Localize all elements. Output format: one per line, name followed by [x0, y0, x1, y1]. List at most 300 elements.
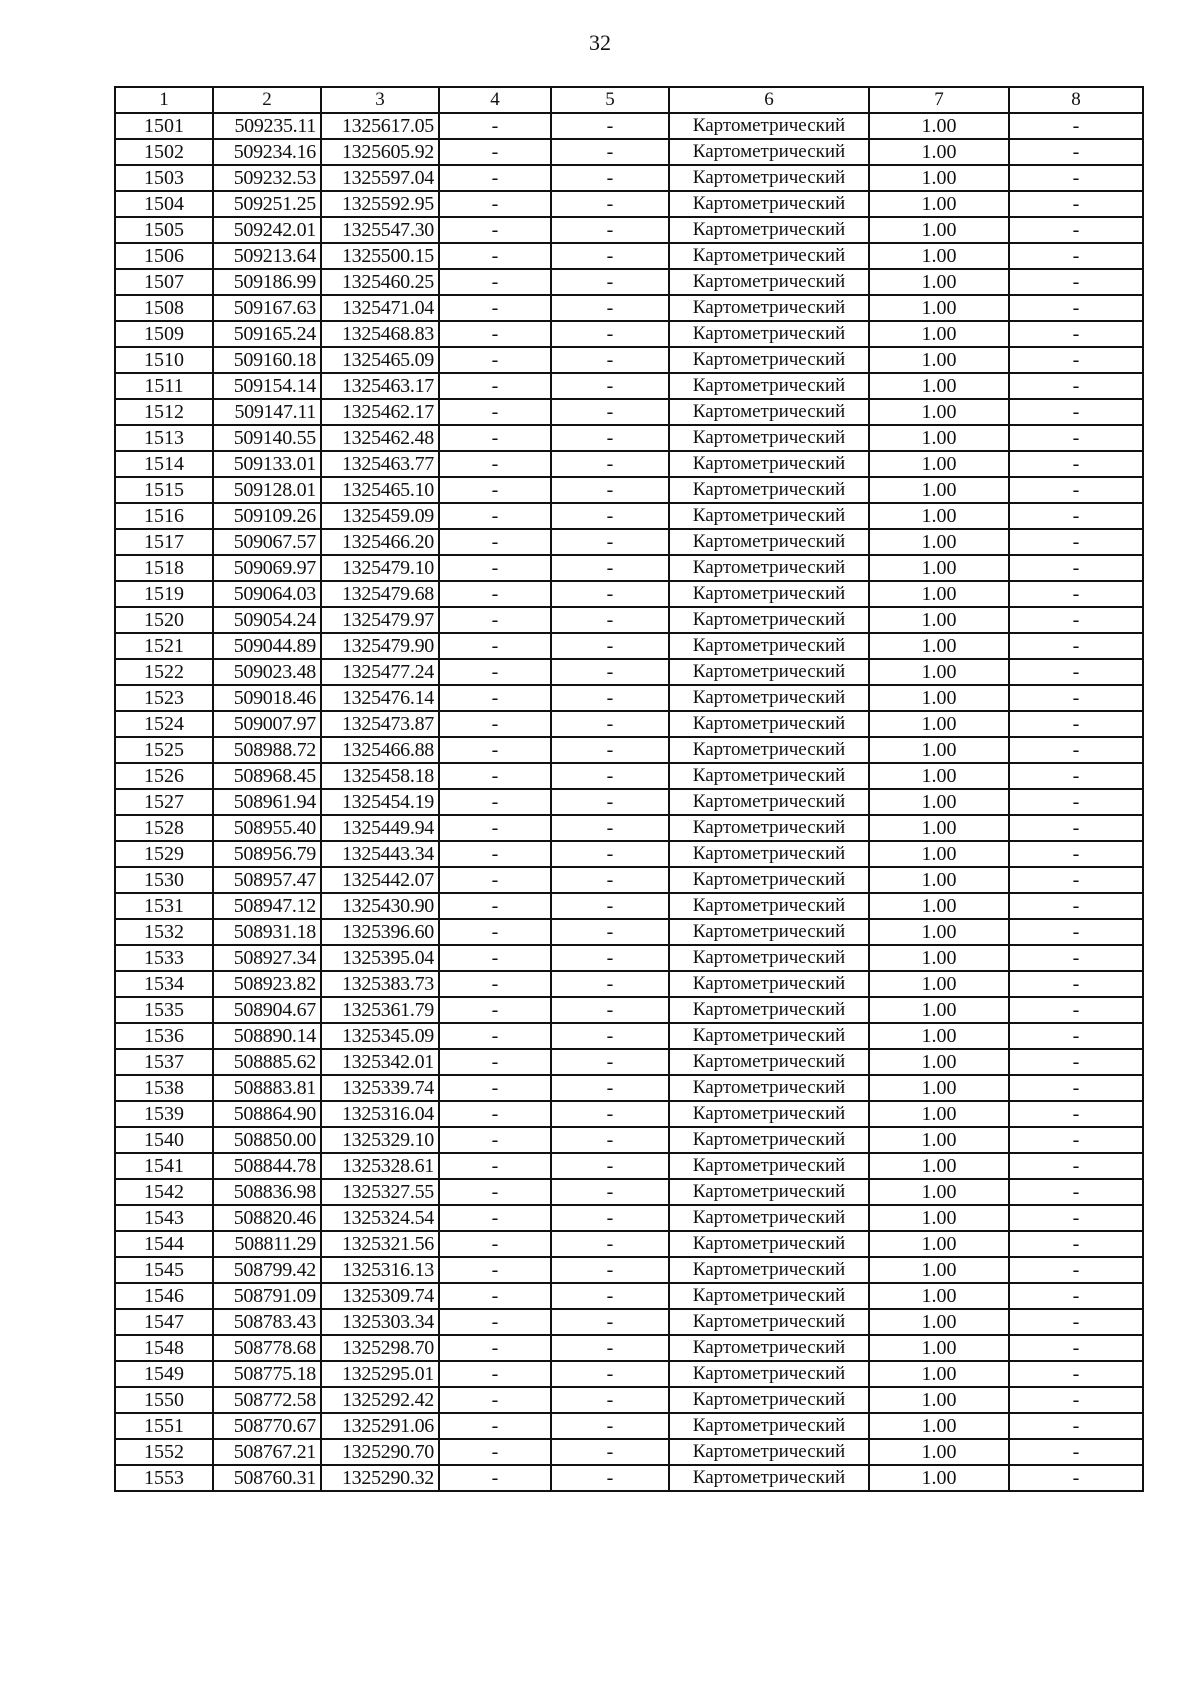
table-cell: - [551, 971, 669, 997]
table-cell: 1.00 [869, 633, 1009, 659]
table-cell: - [551, 555, 669, 581]
table-row [115, 1153, 1143, 1179]
table-cell: - [439, 1205, 551, 1231]
table-cell: 1.00 [869, 1439, 1009, 1465]
table-cell: Картометрический [669, 477, 869, 503]
table-cell: 1.00 [869, 373, 1009, 399]
table-cell: 508844.78 [213, 1153, 321, 1179]
table-cell: 1325361.79 [321, 997, 439, 1023]
table-cell: 1.00 [869, 737, 1009, 763]
table-body [115, 113, 1143, 1491]
table-cell: 1325463.17 [321, 373, 439, 399]
table-row [115, 1179, 1143, 1205]
table-cell: 1.00 [869, 711, 1009, 737]
table-cell: 1509 [115, 321, 213, 347]
table-cell: - [551, 815, 669, 841]
table-cell: - [551, 1231, 669, 1257]
table-cell: 1325328.61 [321, 1153, 439, 1179]
table-cell: 1325342.01 [321, 1049, 439, 1075]
table-cell: 1325605.92 [321, 139, 439, 165]
table-cell: - [1009, 1335, 1143, 1361]
table-cell: 1.00 [869, 997, 1009, 1023]
table-cell: - [551, 581, 669, 607]
table-cell: - [551, 1179, 669, 1205]
table-cell: - [439, 685, 551, 711]
table-cell: - [439, 607, 551, 633]
table-cell: 509018.46 [213, 685, 321, 711]
table-cell: Картометрический [669, 113, 869, 139]
table-row [115, 893, 1143, 919]
table-cell: Картометрический [669, 529, 869, 555]
table-cell: - [1009, 1257, 1143, 1283]
table-row [115, 503, 1143, 529]
column-header: 5 [551, 87, 669, 113]
table-cell: - [439, 1361, 551, 1387]
table-cell: 1.00 [869, 347, 1009, 373]
table-cell: Картометрический [669, 503, 869, 529]
table-cell: - [439, 1309, 551, 1335]
table-cell: - [1009, 1465, 1143, 1491]
table-cell: - [439, 165, 551, 191]
table-cell: - [1009, 1231, 1143, 1257]
table-cell: 1325290.32 [321, 1465, 439, 1491]
table-cell: 1325462.48 [321, 425, 439, 451]
table-cell: 508890.14 [213, 1023, 321, 1049]
table-cell: 1531 [115, 893, 213, 919]
table-cell: - [439, 191, 551, 217]
table-cell: - [551, 217, 669, 243]
table-cell: Картометрический [669, 997, 869, 1023]
table-cell: - [439, 321, 551, 347]
table-cell: - [1009, 191, 1143, 217]
table-cell: 1.00 [869, 763, 1009, 789]
table-cell: Картометрический [669, 373, 869, 399]
table-row [115, 373, 1143, 399]
table-cell: - [439, 1439, 551, 1465]
table-row [115, 1205, 1143, 1231]
table-cell: 1.00 [869, 867, 1009, 893]
table-cell: 508767.21 [213, 1439, 321, 1465]
table-cell: 1325316.04 [321, 1101, 439, 1127]
table-cell: Картометрический [669, 347, 869, 373]
table-cell: - [551, 1127, 669, 1153]
table-cell: 1.00 [869, 1205, 1009, 1231]
table-cell: Картометрический [669, 295, 869, 321]
table-cell: 508904.67 [213, 997, 321, 1023]
table-cell: 1325442.07 [321, 867, 439, 893]
table-cell: - [551, 269, 669, 295]
table-cell: - [439, 269, 551, 295]
table-cell: 1325617.05 [321, 113, 439, 139]
table-cell: 509167.63 [213, 295, 321, 321]
table-cell: - [439, 1127, 551, 1153]
table-cell: - [439, 1075, 551, 1101]
table-cell: 1505 [115, 217, 213, 243]
table-cell: Картометрический [669, 1075, 869, 1101]
table-cell: 1325395.04 [321, 945, 439, 971]
table-cell: Картометрический [669, 1387, 869, 1413]
table-cell: 1325465.09 [321, 347, 439, 373]
table-cell: 1325468.83 [321, 321, 439, 347]
table-cell: - [551, 321, 669, 347]
table-cell: 1538 [115, 1075, 213, 1101]
table-cell: 509064.03 [213, 581, 321, 607]
table-row [115, 1335, 1143, 1361]
table-row [115, 1465, 1143, 1491]
table-cell: - [1009, 711, 1143, 737]
table-cell: - [551, 607, 669, 633]
table-cell: 1501 [115, 113, 213, 139]
table-cell: Картометрический [669, 971, 869, 997]
table-cell: - [1009, 971, 1143, 997]
table-cell: - [1009, 919, 1143, 945]
table-cell: 1512 [115, 399, 213, 425]
column-header: 1 [115, 87, 213, 113]
table-cell: Картометрический [669, 1413, 869, 1439]
table-cell: 1325463.77 [321, 451, 439, 477]
table-cell: 1.00 [869, 945, 1009, 971]
table-cell: - [1009, 1023, 1143, 1049]
table-row [115, 919, 1143, 945]
table-cell: 1325597.04 [321, 165, 439, 191]
table-cell: 508955.40 [213, 815, 321, 841]
table-row [115, 763, 1143, 789]
table-cell: - [1009, 139, 1143, 165]
table-cell: Картометрический [669, 789, 869, 815]
table-row [115, 737, 1143, 763]
table-row [115, 997, 1143, 1023]
table-cell: 508783.43 [213, 1309, 321, 1335]
table-cell: - [551, 633, 669, 659]
table-cell: 508988.72 [213, 737, 321, 763]
table-cell: 1502 [115, 139, 213, 165]
table-cell: Картометрический [669, 1257, 869, 1283]
table-cell: Картометрический [669, 139, 869, 165]
table-cell: 1325466.20 [321, 529, 439, 555]
table-cell: - [551, 451, 669, 477]
table-cell: - [551, 1413, 669, 1439]
table-cell: 1.00 [869, 425, 1009, 451]
table-row [115, 1049, 1143, 1075]
table-cell: 1504 [115, 191, 213, 217]
table-cell: - [439, 347, 551, 373]
table-cell: Картометрический [669, 269, 869, 295]
table-cell: 509128.01 [213, 477, 321, 503]
table-cell: - [551, 945, 669, 971]
table-cell: Картометрический [669, 607, 869, 633]
table-cell: - [1009, 113, 1143, 139]
table-cell: - [1009, 763, 1143, 789]
table-cell: Картометрический [669, 945, 869, 971]
table-cell: - [551, 1075, 669, 1101]
table-cell: 508772.58 [213, 1387, 321, 1413]
table-cell: 1.00 [869, 399, 1009, 425]
table-cell: - [551, 789, 669, 815]
table-cell: - [439, 841, 551, 867]
column-header: 8 [1009, 87, 1143, 113]
header-row [115, 87, 1143, 113]
table-row [115, 815, 1143, 841]
table-cell: 509232.53 [213, 165, 321, 191]
table-cell: 1325329.10 [321, 1127, 439, 1153]
table-cell: 1325471.04 [321, 295, 439, 321]
table-cell: 509007.97 [213, 711, 321, 737]
table-row [115, 659, 1143, 685]
table-cell: 1325465.10 [321, 477, 439, 503]
table-cell: 1510 [115, 347, 213, 373]
table-cell: - [1009, 685, 1143, 711]
table-cell: - [1009, 243, 1143, 269]
table-cell: 1549 [115, 1361, 213, 1387]
table-cell: - [439, 945, 551, 971]
column-header: 2 [213, 87, 321, 113]
table-cell: - [1009, 945, 1143, 971]
table-row [115, 425, 1143, 451]
table-cell: - [1009, 1127, 1143, 1153]
table-cell: 1511 [115, 373, 213, 399]
table-cell: 1.00 [869, 555, 1009, 581]
table-cell: Картометрический [669, 425, 869, 451]
table-cell: Картометрический [669, 555, 869, 581]
table-row [115, 113, 1143, 139]
table-cell: 1519 [115, 581, 213, 607]
table-cell: 1.00 [869, 1231, 1009, 1257]
table-cell: 1325449.94 [321, 815, 439, 841]
table-cell: - [439, 373, 551, 399]
table-cell: - [1009, 1283, 1143, 1309]
table-cell: 1535 [115, 997, 213, 1023]
table-cell: - [1009, 789, 1143, 815]
table-cell: 1.00 [869, 919, 1009, 945]
table-cell: 1.00 [869, 477, 1009, 503]
table-cell: 1.00 [869, 1101, 1009, 1127]
table-cell: - [1009, 1179, 1143, 1205]
table-cell: 1521 [115, 633, 213, 659]
table-cell: 509023.48 [213, 659, 321, 685]
table-cell: - [1009, 1361, 1143, 1387]
table-cell: - [1009, 347, 1143, 373]
table-cell: - [439, 763, 551, 789]
table-cell: Картометрический [669, 737, 869, 763]
column-header: 4 [439, 87, 551, 113]
table-cell: - [439, 113, 551, 139]
table-cell: 1.00 [869, 1465, 1009, 1491]
table-cell: 509213.64 [213, 243, 321, 269]
table-cell: - [1009, 841, 1143, 867]
table-cell: Картометрический [669, 1309, 869, 1335]
table-cell: 1325303.34 [321, 1309, 439, 1335]
table-cell: 1.00 [869, 815, 1009, 841]
table-cell: - [551, 165, 669, 191]
table-cell: 1542 [115, 1179, 213, 1205]
table-cell: 1.00 [869, 1127, 1009, 1153]
table-cell: 1543 [115, 1205, 213, 1231]
table-cell: 509160.18 [213, 347, 321, 373]
table-cell: 508811.29 [213, 1231, 321, 1257]
table-cell: - [439, 737, 551, 763]
table-cell: Картометрический [669, 1179, 869, 1205]
table-cell: 1.00 [869, 1179, 1009, 1205]
table-cell: Картометрический [669, 633, 869, 659]
table-cell: - [551, 243, 669, 269]
table-cell: - [1009, 1101, 1143, 1127]
table-cell: - [1009, 269, 1143, 295]
table-cell: 509133.01 [213, 451, 321, 477]
table-cell: Картометрический [669, 1361, 869, 1387]
table-cell: - [1009, 659, 1143, 685]
table-cell: - [551, 1049, 669, 1075]
table-cell: Картометрический [669, 893, 869, 919]
table-cell: 1517 [115, 529, 213, 555]
table-row [115, 269, 1143, 295]
table-cell: Картометрический [669, 1101, 869, 1127]
table-cell: 508947.12 [213, 893, 321, 919]
table-cell: - [439, 451, 551, 477]
table-cell: 508885.62 [213, 1049, 321, 1075]
table-cell: 1.00 [869, 269, 1009, 295]
table-cell: 1325462.17 [321, 399, 439, 425]
table-row [115, 555, 1143, 581]
table-cell: 1325292.42 [321, 1387, 439, 1413]
table-row [115, 347, 1143, 373]
table-cell: - [439, 1231, 551, 1257]
table-cell: Картометрический [669, 1283, 869, 1309]
table-row [115, 217, 1143, 243]
table-cell: 1.00 [869, 321, 1009, 347]
table-cell: - [1009, 217, 1143, 243]
table-cell: - [1009, 503, 1143, 529]
column-header: 3 [321, 87, 439, 113]
table-cell: 1325309.74 [321, 1283, 439, 1309]
table-cell: - [551, 841, 669, 867]
table-cell: - [439, 971, 551, 997]
table-cell: - [439, 295, 551, 321]
table-cell: 508799.42 [213, 1257, 321, 1283]
table-cell: 509054.24 [213, 607, 321, 633]
table-cell: 1325295.01 [321, 1361, 439, 1387]
table-cell: 508775.18 [213, 1361, 321, 1387]
table-cell: - [551, 711, 669, 737]
table-cell: 1325479.10 [321, 555, 439, 581]
table-cell: - [551, 1023, 669, 1049]
table-row [115, 1127, 1143, 1153]
table-cell: - [551, 529, 669, 555]
coordinates-table [114, 86, 1144, 1492]
table-cell: 1325345.09 [321, 1023, 439, 1049]
table-row [115, 945, 1143, 971]
table-cell: - [1009, 815, 1143, 841]
table-cell: - [551, 1387, 669, 1413]
table-cell: - [439, 139, 551, 165]
table-cell: 1525 [115, 737, 213, 763]
table-cell: Картометрический [669, 217, 869, 243]
table-cell: - [439, 425, 551, 451]
page-number: 32 [589, 30, 611, 55]
table-cell: Картометрический [669, 711, 869, 737]
table-cell: - [439, 789, 551, 815]
table-cell: 1522 [115, 659, 213, 685]
table-cell: 1325547.30 [321, 217, 439, 243]
table-row [115, 1387, 1143, 1413]
table-cell: - [1009, 373, 1143, 399]
table-row [115, 711, 1143, 737]
table-cell: 508968.45 [213, 763, 321, 789]
table-cell: 1325290.70 [321, 1439, 439, 1465]
table-cell: 508836.98 [213, 1179, 321, 1205]
table-cell: - [439, 1465, 551, 1491]
table-cell: 508770.67 [213, 1413, 321, 1439]
table-cell: - [439, 997, 551, 1023]
table-cell: - [551, 867, 669, 893]
table-cell: 1523 [115, 685, 213, 711]
table-cell: - [1009, 1309, 1143, 1335]
table-cell: 509251.25 [213, 191, 321, 217]
table-cell: Картометрический [669, 815, 869, 841]
table-cell: 1325443.34 [321, 841, 439, 867]
table-row [115, 1231, 1143, 1257]
table-cell: 1533 [115, 945, 213, 971]
column-header: 6 [669, 87, 869, 113]
table-cell: Картометрический [669, 243, 869, 269]
table-cell: - [439, 243, 551, 269]
table-cell: - [1009, 867, 1143, 893]
table-cell: - [1009, 581, 1143, 607]
table-cell: 1527 [115, 789, 213, 815]
table-cell: - [1009, 1049, 1143, 1075]
table-cell: 508778.68 [213, 1335, 321, 1361]
table-row [115, 165, 1143, 191]
table-cell: Картометрический [669, 1023, 869, 1049]
table-cell: 508923.82 [213, 971, 321, 997]
table-cell: Картометрический [669, 399, 869, 425]
table-cell: 1526 [115, 763, 213, 789]
table-cell: - [1009, 165, 1143, 191]
table-cell: - [551, 191, 669, 217]
table-cell: - [439, 867, 551, 893]
table-cell: 1.00 [869, 165, 1009, 191]
table-cell: - [551, 347, 669, 373]
table-cell: 1540 [115, 1127, 213, 1153]
table-cell: - [439, 1413, 551, 1439]
table-cell: 509109.26 [213, 503, 321, 529]
table-row [115, 477, 1143, 503]
table-cell: 1534 [115, 971, 213, 997]
table-cell: - [551, 1283, 669, 1309]
table-row [115, 607, 1143, 633]
table-cell: - [1009, 399, 1143, 425]
table-cell: 1325430.90 [321, 893, 439, 919]
table-cell: 1528 [115, 815, 213, 841]
table-cell: 1506 [115, 243, 213, 269]
table-cell: 1.00 [869, 1387, 1009, 1413]
table-cell: 508931.18 [213, 919, 321, 945]
table-cell: 1325459.09 [321, 503, 439, 529]
table-cell: 1514 [115, 451, 213, 477]
table-cell: - [439, 1153, 551, 1179]
table-cell: Картометрический [669, 581, 869, 607]
table-cell: 1.00 [869, 971, 1009, 997]
table-row [115, 321, 1143, 347]
table-cell: - [439, 1179, 551, 1205]
table-cell: Картометрический [669, 1231, 869, 1257]
table-cell: 1541 [115, 1153, 213, 1179]
table-cell: - [1009, 607, 1143, 633]
table-cell: 1.00 [869, 191, 1009, 217]
table-cell: 509234.16 [213, 139, 321, 165]
table-cell: 1325500.15 [321, 243, 439, 269]
table-cell: 1325327.55 [321, 1179, 439, 1205]
table-cell: 1.00 [869, 503, 1009, 529]
